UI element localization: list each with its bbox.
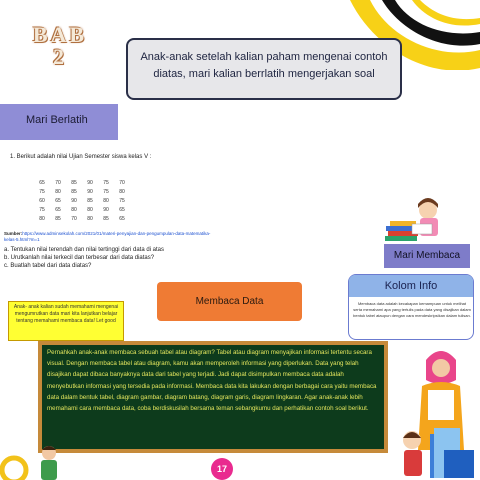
source-citation (4, 231, 218, 243)
table-row (34, 178, 130, 187)
table-row (34, 196, 130, 205)
table-cell: 65 (55, 197, 61, 204)
table-cell: 80 (87, 206, 93, 213)
table-row (34, 214, 130, 223)
table-cell: 85 (71, 188, 77, 195)
info-column-title: Kolom Info (349, 275, 473, 297)
table-cell: 80 (55, 188, 61, 195)
table-cell: 70 (71, 215, 77, 222)
chapter-badge (10, 24, 110, 74)
table-cell: 85 (55, 215, 61, 222)
table-cell: 80 (39, 215, 45, 222)
chapter-badge-line1: BAB (32, 22, 88, 47)
table-cell: 75 (119, 197, 125, 204)
table-cell: 90 (87, 179, 93, 186)
kid-reading-illustration (382, 196, 452, 244)
kid-books-illustration (396, 420, 480, 480)
table-cell: 80 (119, 188, 125, 195)
mari-membaca-button[interactable]: Mari Membaca (384, 244, 470, 268)
question-text: 1. Berikut adalah nilai Ujian Semester siswa kelas V : (10, 154, 152, 160)
table-cell: 65 (39, 179, 45, 186)
membaca-data-button[interactable]: Membaca Data (157, 282, 302, 321)
table-row (34, 205, 130, 214)
table-cell: 65 (55, 206, 61, 213)
table-cell: 60 (39, 197, 45, 204)
table-cell: 75 (103, 179, 109, 186)
table-cell: 85 (87, 197, 93, 204)
table-cell: 90 (103, 206, 109, 213)
page-number-badge: 17 (211, 458, 233, 480)
table-row (34, 187, 130, 196)
section-label-text: Mari Berlatih (26, 114, 88, 126)
decorative-ring (0, 448, 36, 480)
table-cell: 65 (119, 215, 125, 222)
table-cell: 80 (103, 197, 109, 204)
chalkboard-text: Pernahkah anak-anak membaca sebuah tabel atau diagram? Tabel atau diagram menyajikan informasi tertentu secara visual. Dengan membaca tabel atau diagram, kamu akan memperoleh informasi yang diperlukan. Data yang telah disajikan dapat dibaca banyaknya data dari tabel yang terjadi. Jadi dapat disimpulkan membaca data adalah menyebutkan informasi yang tersedia pada informasi. Membaca data kita lakukan dengan berbagai cara yaitu membaca data dalam bentuk tabel, diagram gambar, diagram batang, diagram garis, diagram lingkaran. Agar anak-anak lebih memahami cara membaca data, coba berdiskusilah bersama teman sebangkumu dan perhatikan contoh soal berikut. (47, 349, 377, 413)
intro-box (126, 38, 402, 100)
chapter-badge-line2: 2 (53, 44, 67, 69)
info-column-text: Membaca data adalah kecakapan kemampuan untuk melihat serta memahami apa yang tertulis pada data yang disajikan dalam bentuk tabel ataupun dengan cara mendeskripsikan dalam tulisan. (353, 301, 471, 318)
table-cell: 80 (87, 215, 93, 222)
section-label-berlatih (0, 104, 118, 140)
scores-table (34, 178, 130, 223)
kid-illustration (36, 444, 62, 480)
task-item: b. Urutkanlah nilai terkecil dan terbesar dari data diatas? (4, 255, 155, 261)
info-column-card (348, 274, 474, 340)
task-item: a. Tentukan nilai terendah dan nilai tertinggi dari data di atas (4, 247, 164, 253)
table-cell: 70 (55, 179, 61, 186)
table-cell: 85 (103, 215, 109, 222)
table-cell: 75 (39, 188, 45, 195)
table-cell: 90 (87, 188, 93, 195)
chalkboard (38, 341, 388, 453)
table-cell: 75 (103, 188, 109, 195)
reminder-note-text: Anak- anak kalian sudah memahami mengenai mengumrutkan data mari kita lanjutkan belajar tentang memahami membaca data! Let good (13, 304, 119, 324)
source-label: Sumber: (4, 231, 23, 236)
table-cell: 70 (119, 179, 125, 186)
intro-text: Anak-anak setelah kalian paham mengenai contoh diatas, mari kalian berrlatih mengerjakan soal (140, 51, 388, 80)
table-cell: 90 (71, 197, 77, 204)
table-cell: 80 (71, 206, 77, 213)
task-item: c. Buatlah tabel dari data diatas? (4, 263, 92, 269)
reminder-note (8, 301, 124, 341)
source-link[interactable]: https://www.adminsekolah.com/2021/01/materi-penyajian-dan-pengumpulan-data-matematika-kelas-5.html?m=1 (4, 231, 211, 242)
table-cell: 85 (71, 179, 77, 186)
task-list (4, 246, 164, 270)
table-cell: 75 (39, 206, 45, 213)
table-cell: 65 (119, 206, 125, 213)
